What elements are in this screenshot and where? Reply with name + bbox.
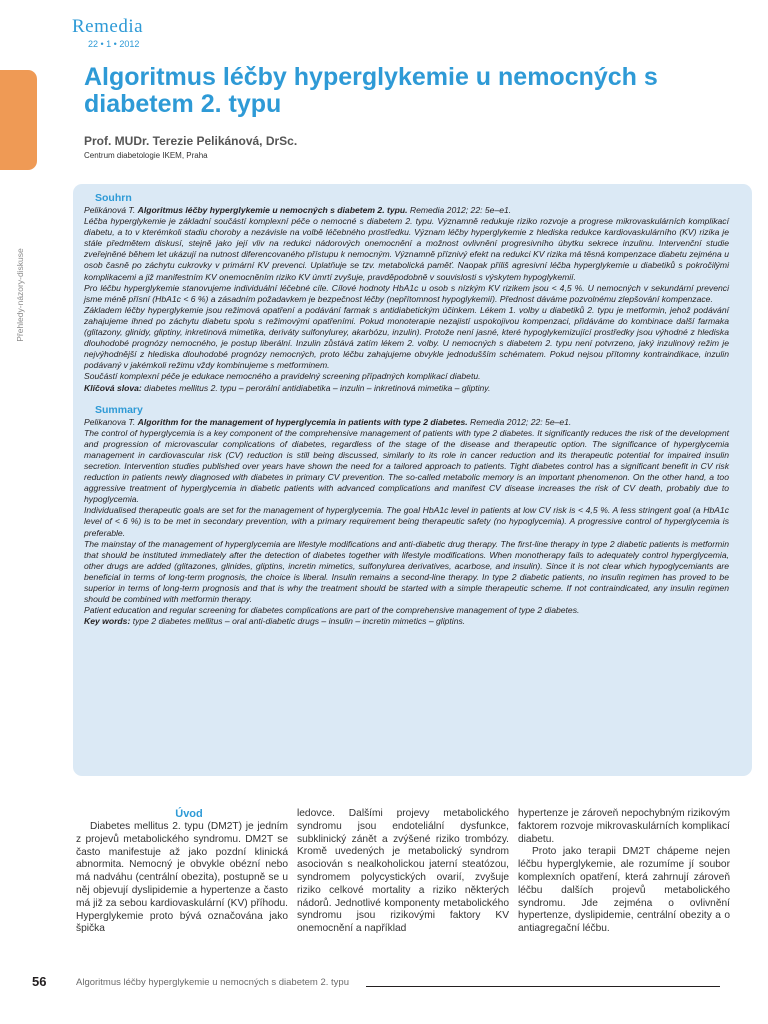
abstract-box	[73, 184, 752, 776]
body-column-2	[297, 808, 509, 936]
abstract-en-keywords	[84, 616, 729, 627]
abstract-cz-citation	[84, 205, 729, 216]
abstract-en-heading: Summary	[95, 403, 143, 416]
keywords-label: Klíčová slova:	[84, 382, 142, 393]
keywords-text: diabetes mellitus 2. typu – perorální antidiabetika – inzulin – inkretinová mimetika – gliptiny.	[141, 382, 491, 393]
citation-source: Remedia 2012; 22: 5e–e1.	[467, 416, 572, 427]
abstract-cz-p2: Pro léčbu hyperglykemie stanovujeme individuální léčebné cíle. Cílové hodnoty HbA1c u osob s nízkým KV rizikem jsou < 4,5 %. U nemocných v sekundární prevenci jsme méně přísní (HbA1c < 6 %) a zásadním požadavkem je bezpečnost léčby (nepřítomnost hypoglykemií). Přednost dáváme pozvolnému zlepšování kompenzace.	[84, 282, 729, 304]
body-paragraph: Diabetes mellitus 2. typu (DM2T) je jedním z projevů metabolického syndromu. DM2T se často manifestuje až jako pozdní klinická abnormita. Nemocný je obvykle obézní nebo má nadváhu (centrální obezita), postupně se u něj objevují dyslipidemie a hypertenze a často má již za sebou kardiovaskulární (KV) příhodu. Hyperglykemie proto bývá označována jako špička	[76, 821, 288, 935]
abstract-cz-p1: Léčba hyperglykemie je základní součástí komplexní péče o nemocné s diabetem 2. typu. Významně redukuje riziko rozvoje a progrese mikrovaskulárních komplikací diabetu, a to v kterémkoli stadiu choroby a nezávisle na volbě léčebného prostředku. Význam léčby hyperglykemie z hlediska redukce kardiovaskulárního (KV) rizika je stále předmětem diskusí, stejně jako její vliv na redukci nádorových onemocnění a možnost ovlivnění progresivního úbytku sekrece inzulinu. Intervenční studie zveřejněné během let ukázují na nutnost diferencovaného přístupu k nemocným. Významně příznivý efekt na redukci KV rizika má těsná kompenzace diabetu zejména u osob časně po záchytu cukrovky v primární KV prevenci. Uplatňuje se tzv. metabolická paměť. Naopak příliš agresivní léčba hyperglykemie u diabetiků s pokročilými komplikacemi a již manifestním KV onemocněním riziko KV úmrtí zvyšuje, pravděpodobně v souvislosti s výskytem hypoglykemií.	[84, 216, 729, 282]
abstract-cz-keywords	[84, 383, 729, 394]
section-heading: Úvod	[175, 808, 203, 820]
section-side-label: Přehledy-názory-diskuse	[15, 248, 25, 342]
abstract-en-p4: Patient education and regular screening for diabetes complications are part of the comprehensive management of type 2 diabetes.	[84, 605, 580, 616]
citation-title: Algorithm for the management of hyperglycemia in patients with type 2 diabetes.	[137, 416, 468, 427]
author: Prof. MUDr. Terezie Pelikánová, DrSc.	[84, 134, 298, 148]
citation-source: Remedia 2012; 22: 5e–e1.	[407, 205, 512, 215]
abstract-cz-heading: Souhrn	[95, 192, 132, 204]
abstract-cz-p3: Základem léčby hyperglykemie jsou režimová opatření a podávání farmak s antidiabetickým účinkem. Lékem 1. volby u diabetiků 2. typu je metformin, jehož podávání zahajujeme ihned po záchytu diabetu spolu s režimovými opatřeními. Pokud monoterapie nezajistí uspokojivou kompenzaci, přidáváme do kombinace další farmaka (glitazony, glinidy, gliptiny, inkretinová mimetika, deriváty sulfonylurey, akarbózu, inzulin). Protože není jasné, které hypoglykemizující prostředky jsou výhodné z hlediska dlouhodobé prognózy nemocného, je postup liberální. Inzulin zůstává zatím lékem 2. volby. U nemocných s diabetem 2. typu není potvrzeno, jaký inzulinový režim je nejvýhodnější z hlediska dlouhodobé prognózy nemocných, proto léčbu zahajujeme obvykle jednodušším schématem. Pokud nejsou přítomny kontraindikace, inzulin podávaný v jakémkoli režimu vždy kombinujeme s metforminem.	[84, 304, 729, 371]
footer-rule	[366, 986, 720, 987]
page-number: 56	[32, 974, 47, 989]
body-column-3	[518, 808, 730, 936]
body-paragraph: ledovce. Dalšími projevy metabolického syndromu jsou endoteliální dysfunkce, subklinický zánět a zvýšené riziko trombózy. Kromě uvedených je metabolický syndrom asociován s nealkoholickou jaterní steatózou, syndromem polycystických ovarií, zvyšuje riziko celkové mortality a riziko některých nádorů. Jednotlivé komponenty metabolického syndromu jsou rizikovými faktory KV onemocnění a například	[297, 808, 509, 935]
abstract-en-p3: The mainstay of the management of hyperglycemia are lifestyle modifications and anti-diabetic drug therapy. The first-line therapy in type 2 diabetic patients is metformin that should be instituted immediately after the detection of diabetes together with lifestyle modifications. When monotherapy fails to adequately control hyperglycemia, other drugs are added (glitazones, glinides, gliptins, incretin mimetics, sulfonylurea derivatives, acarbose, and insulin). Since it is not clear which hypoglycemiants are beneficial in terms of long-term prognosis, the choice is liberal. Insulin remains a second-line therapy. In type 2 diabetic patients, no insulin regimen has proved to be superior in terms of long-term prognosis and that is why the treatment should be started with a simple therapeutic scheme. If not contraindicated, any insulin regimen should be combined with metformin therapy.	[84, 538, 729, 605]
running-title: Algoritmus léčby hyperglykemie u nemocných s diabetem 2. typu	[76, 977, 349, 988]
abstract-en-citation	[84, 417, 729, 428]
abstract-en-p2: Individualised therapeutic goals are set for the management of hyperglycemia. The goal HbA1c level in patients at low CV risk is < 4,5 %. A less stringent goal (a HbA1c level of < 6 %) is to be met in secondary prevention, with a primary requirement being therapeutic safety (no hypoglycemia). A progressive control of hyperglycemia is preferable.	[84, 505, 729, 538]
section-tab	[0, 70, 37, 170]
institution: Centrum diabetologie IKEM, Praha	[84, 151, 208, 160]
citation-title: Algoritmus léčby hyperglykemie u nemocných s diabetem 2. typu.	[137, 205, 408, 215]
article-title: Algoritmus léčby hyperglykemie u nemocných s diabetem 2. typu	[84, 63, 658, 118]
body-column-1	[76, 808, 288, 936]
abstract-cz-p4: Součástí komplexní péče je edukace nemocného a pravidelný screening případných komplikací diabetu.	[84, 371, 481, 382]
citation-author: Pelikanova T.	[84, 416, 138, 427]
issue-info: 22 • 1 • 2012	[88, 39, 140, 49]
keywords-label: Key words:	[84, 616, 131, 627]
citation-author: Pelikánová T.	[84, 205, 138, 215]
journal-logo: Remedia	[72, 16, 144, 37]
body-paragraph: Proto jako terapii DM2T chápeme nejen léčbu hyperglykemie, ale rozumíme jí soubor komplexních opatření, která zahrnují zároveň léčbu dalších projevů metabolického syndromu. Jde zejména o ovlivnění hypertenze, dyslipidemie, centrální obezity a o antiagregační léčbu.	[518, 846, 730, 935]
keywords-text: type 2 diabetes mellitus – oral anti-diabetic drugs – insulin – incretin mimetics – gliptins.	[130, 616, 466, 627]
body-paragraph: hypertenze je zároveň nepochybným rizikovým faktorem rozvoje mikrovaskulárních komplikací diabetu.	[518, 808, 730, 845]
abstract-en-p1: The control of hyperglycemia is a key component of the comprehensive management of patients with type 2 diabetes. It significantly reduces the risk of the development and progression of microvascular complications of diabetes, regardless of the stage of the disease and therapeutic option. The significance of hyperglycemia management in cardiovascular risk (CV) reduction is still being discussed, similarly to its role in cancer reduction and its therapeutic potential for impaired insulin secretion. Intervention studies published over years have shown the need for a tailored approach to patients. Tight diabetes control has a significant benefit in CV risk reduction in patients newly diagnosed with diabetes in primary CV prevention. The so-called metabolic memory is an important phenomenon. On the other hand, a too aggressive treatment of hyperglycemia in diabetic patients with advanced complications and manifest CV disease increases the risk of CV death, probably due to hypoglycemia.	[84, 427, 729, 505]
